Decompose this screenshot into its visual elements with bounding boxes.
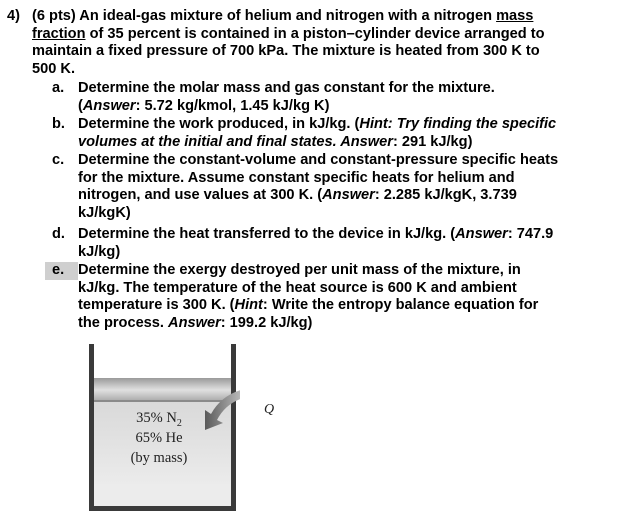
cylinder-base — [89, 506, 236, 511]
cylinder-wall-right — [231, 344, 236, 511]
part-sentence: Determine the heat transferred to the device in kJ/kg. ( — [78, 226, 456, 242]
part-line: Determine the constant-volume and constant-pressure specific heats — [78, 152, 559, 168]
heat-q-label: Q — [264, 402, 275, 417]
part-label: a. — [52, 80, 65, 96]
part-line: Determine the molar mass and gas constant for the mixture. — [78, 80, 495, 96]
piston-edge — [94, 400, 231, 402]
part-line — [78, 297, 610, 315]
mix-basis-label: (by mass) — [130, 450, 188, 466]
answer-value: : 747.9 — [507, 226, 554, 242]
hint-text: volumes at the initial and final states. Answer — [78, 133, 393, 150]
part-line: kJ/kg) — [78, 243, 121, 260]
part-line: kJ/kgK) — [78, 205, 131, 222]
part-line — [78, 187, 610, 205]
part-line — [78, 98, 610, 116]
n2-percent: 35% N — [136, 410, 177, 426]
part-text — [78, 262, 610, 333]
mix-he-label: 65% He — [135, 430, 183, 446]
part-text — [78, 80, 610, 115]
answer-word: Answer — [322, 187, 375, 204]
cylinder-wall-left — [89, 344, 94, 511]
question-line-1 — [32, 8, 602, 26]
hint-text: : Write the entropy balance equation for — [262, 297, 539, 314]
gas-lower-band — [94, 484, 231, 506]
answer-value: : 5.72 kg/kmol, 1.45 kJ/kg K) — [135, 97, 330, 114]
part-label: d. — [52, 226, 65, 242]
part-line — [78, 116, 610, 134]
part-label: b. — [52, 116, 65, 132]
piston-cylinder-figure — [85, 344, 240, 516]
underlined-mass: mass — [496, 8, 534, 24]
question-line-4: 500 K. — [32, 61, 75, 78]
part-text — [78, 152, 610, 223]
answer-value: : 2.285 kJ/kgK, 3.739 — [374, 187, 517, 204]
part-sentence: Determine the work produced, in kJ/kg. ( — [78, 116, 360, 132]
question-intro: An ideal-gas mixture of helium and nitrogen with a nitrogen — [79, 8, 493, 24]
mix-n2-label — [123, 410, 195, 429]
question-line-3: maintain a fixed pressure of 700 kPa. The mixture is heated from 300 K to — [32, 43, 540, 60]
question-intro-cont: of 35 percent is contained in a piston–cylinder device arranged to — [89, 25, 545, 42]
hint-text: Hint: Try finding the specific — [359, 116, 557, 132]
part-label: c. — [52, 152, 65, 168]
part-sentence: temperature is 300 K. ( — [78, 297, 235, 314]
hint-word: Hint — [234, 297, 263, 314]
underlined-fraction: fraction — [32, 25, 86, 42]
part-line: kJ/kg. The temperature of the heat source is 600 K and ambient — [78, 279, 517, 296]
part-text — [78, 116, 610, 151]
question-points: (6 pts) — [32, 8, 76, 24]
answer-value: : 199.2 kJ/kg) — [220, 315, 313, 332]
part-sentence: the process. — [78, 315, 169, 332]
question-statement — [32, 8, 602, 79]
part-sentence: nitrogen, and use values at 300 K. ( — [78, 187, 323, 204]
question-line-2 — [32, 26, 602, 44]
answer-word: Answer — [455, 226, 508, 242]
n2-subscript: 2 — [176, 417, 182, 429]
part-text — [78, 226, 610, 261]
paren: ( — [78, 97, 83, 114]
part-label-highlighted: e. — [45, 262, 78, 280]
part-line — [78, 315, 610, 333]
answer-value: : 291 kJ/kg) — [392, 133, 473, 150]
part-line: for the mixture. Assume constant specific heats for helium and — [78, 169, 515, 186]
part-line — [78, 134, 610, 152]
question-number: 4) — [7, 8, 20, 24]
answer-word: Answer — [82, 97, 136, 114]
piston — [94, 378, 231, 402]
part-line — [78, 226, 610, 244]
part-line: Determine the exergy destroyed per unit mass of the mixture, in — [78, 262, 521, 278]
answer-word: Answer — [168, 315, 221, 332]
